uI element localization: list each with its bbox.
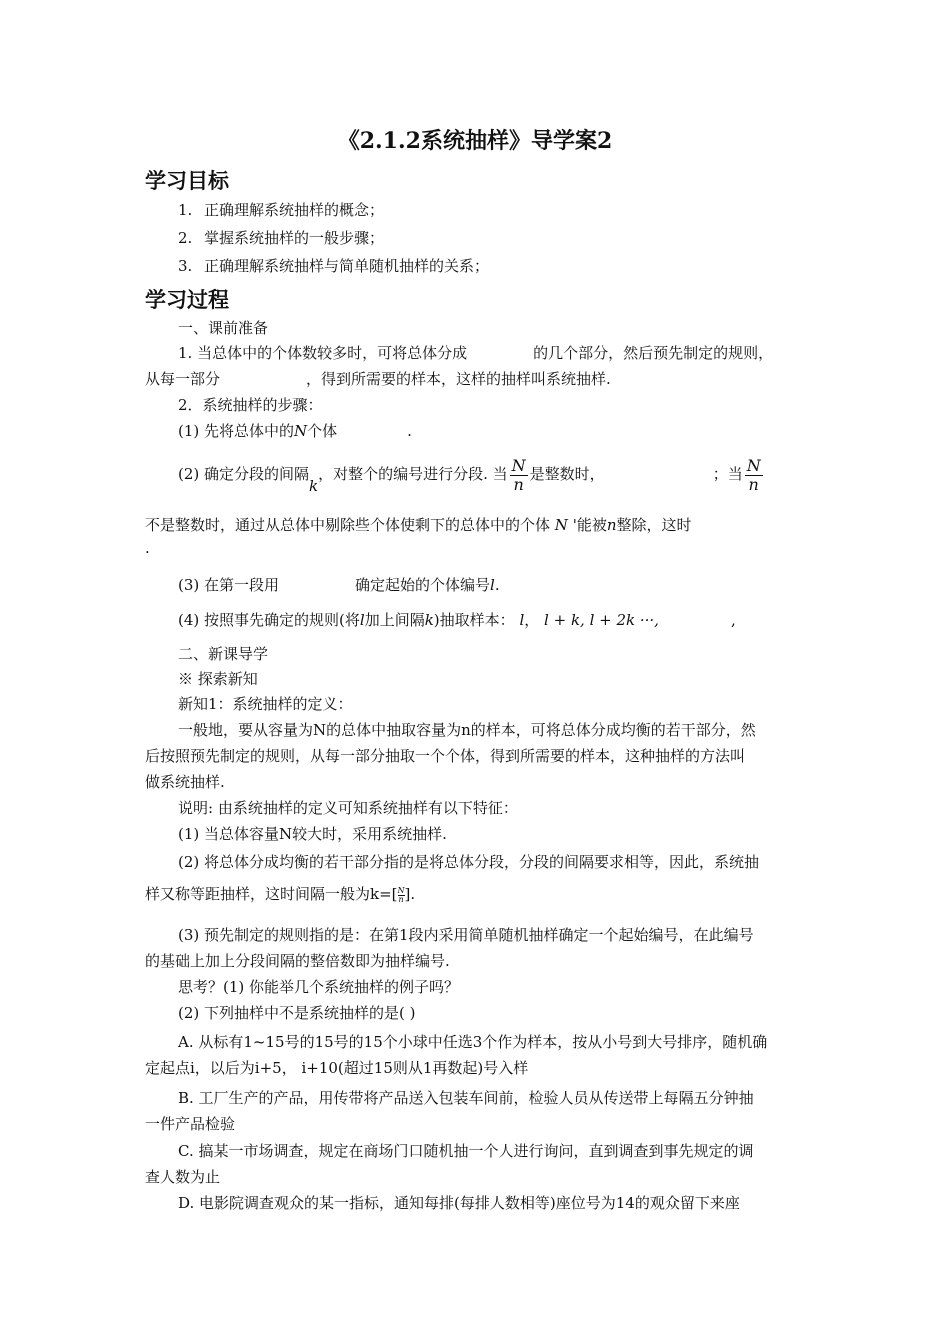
step-text: 确定起始的个体编号	[355, 576, 491, 594]
step-text: 能被	[576, 516, 607, 534]
option-a-line-1: A. 从标有1~15号的15号的15个小球中任选3个作为样本，按从小号到大号排序，随机确	[178, 1033, 768, 1051]
sample-sequence: l + k, l + 2k ···,	[544, 611, 659, 629]
variable-n: n	[606, 516, 617, 534]
variable-k: k	[309, 477, 319, 495]
step-3	[178, 575, 500, 595]
variable-n-prime: N '	[554, 516, 577, 534]
guide-heading: 二、新课导学	[178, 645, 269, 663]
step-2	[178, 455, 765, 494]
step-text: ；当	[712, 465, 743, 483]
goal-item-2	[178, 228, 384, 248]
goal-item-3	[178, 256, 489, 276]
step-text: )抽取样本：	[433, 611, 515, 629]
step-text: (4) 按照事先确定的规则(将	[178, 611, 360, 629]
feature-text: ].	[404, 885, 416, 903]
option-a-line-2: 定起点i，以后为i+5， i+10(超过15则从1再数起)号入样	[145, 1059, 529, 1077]
variable-l: l	[359, 611, 365, 629]
fraction-denominator: n	[513, 474, 524, 494]
option-b-line-2: 一件产品检验	[145, 1115, 236, 1133]
definition-line-3: 做系统抽样.	[145, 773, 225, 791]
step-text: .	[407, 422, 412, 440]
explore-heading: ※ 探索新知	[178, 670, 258, 688]
small-fraction	[398, 887, 405, 904]
process-heading: 学习过程	[145, 287, 229, 312]
step-1	[178, 421, 412, 441]
step-text: (2) 确定分段的间隔	[178, 465, 310, 483]
feature-3-line-1: (3) 预先制定的规则指的是：在第1段内采用简单随机抽样确定一个起始编号，在此编号	[178, 926, 754, 944]
step-text: 加上间隔	[364, 611, 425, 629]
goal-text: 正确理解系统抽样的概念；	[204, 201, 385, 219]
goal-number: 2.	[178, 229, 193, 247]
step-text: 不是整数时，通过从总体中剔除些个体使剩下的总体中的个体	[145, 516, 551, 534]
step-text: 个体	[307, 422, 338, 440]
option-c-line-1: C. 搞某一市场调查，规定在商场门口随机抽一个人进行询问，直到调查到事先规定的调	[178, 1142, 754, 1160]
prep-text: ，得到所需要的样本，这样的抽样叫系统抽样.	[306, 370, 611, 388]
definition-line-1: 一般地，要从容量为N的总体中抽取容量为n的样本，可将总体分成均衡的若干部分，然	[178, 721, 756, 739]
fraction-n-over-n	[745, 457, 763, 494]
fraction-denominator: n	[748, 474, 759, 494]
feature-1: (1) 当总体容量N较大时，采用系统抽样.	[178, 825, 447, 843]
prep-text: 从每一部分	[145, 370, 221, 388]
feature-2-line-2	[145, 884, 415, 904]
option-b-line-1: B. 工厂生产的产品，用传带将产品送入包装车间前，检验人员从传送带上每隔五分钟抽	[178, 1089, 754, 1107]
variable-l: l	[519, 611, 525, 629]
goal-item-1	[178, 200, 384, 220]
prep-text: 的几个部分，然后预先制定的规则，	[533, 344, 774, 362]
step-text: ，对整个的编号进行分段. 当	[318, 465, 508, 483]
prep-item-1-line-2	[145, 369, 611, 389]
step-text: ,	[730, 611, 736, 629]
feature-3-line-2: 的基础上加上分段间隔的整倍数即为抽样编号.	[145, 952, 450, 970]
step-text: 整除，这时	[616, 516, 692, 534]
goals-heading: 学习目标	[145, 168, 229, 193]
definition-title: 新知1：系统抽样的定义：	[178, 695, 353, 713]
step-text: ，	[524, 611, 540, 629]
think-question-1: 思考？(1) 你能举几个系统抽样的例子吗？	[178, 978, 460, 996]
goal-text: 正确理解系统抽样与简单随机抽样的关系；	[204, 257, 490, 275]
fraction-numerator: N	[397, 885, 405, 895]
prep-text: 1. 当总体中的个体数较多时，可将总体分成	[178, 344, 468, 362]
step-text: .	[494, 576, 500, 594]
think-question-2: (2) 下列抽样中不是系统抽样的是( )	[178, 1004, 416, 1022]
variable-n: N	[294, 422, 308, 440]
variable-l: l	[490, 576, 495, 594]
step-4	[178, 610, 736, 630]
step-2-end: .	[145, 539, 150, 557]
step-text: 是整数时，	[529, 465, 605, 483]
step-text: (1) 先将总体中的	[178, 422, 295, 440]
option-d-line-1: D. 电影院调查观众的某一指标，通知每排(每排人数相等)座位号为14的观众留下来座	[178, 1194, 740, 1212]
page-title: 《2.1.2系统抽样》导学案2	[337, 128, 613, 154]
fraction-denominator: n	[398, 894, 404, 904]
fraction-n-over-n	[510, 457, 528, 494]
fraction-numerator: N	[511, 455, 526, 475]
note-line: 说明: 由系统抽样的定义可知系统抽样有以下特征：	[178, 799, 518, 817]
step-text: (3) 在第一段用	[178, 576, 280, 594]
goal-number: 3.	[178, 257, 193, 275]
feature-2-line-1: (2) 将总体分成均衡的若干部分指的是将总体分段，分段的间隔要求相等，因此，系统抽	[178, 853, 760, 871]
definition-line-2: 后按照预先制定的规则，从每一部分抽取一个个体，得到所需要的样本，这种抽样的方法叫	[145, 747, 746, 765]
prep-heading: 一、课前准备	[178, 319, 269, 337]
prep-item-2: 2．系统抽样的步骤：	[178, 396, 323, 414]
feature-text: 样又称等距抽样，这时间隔一般为k=[	[145, 885, 398, 903]
step-2-continued	[145, 515, 692, 535]
fraction-numerator: N	[746, 455, 761, 475]
goal-text: 掌握系统抽样的一般步骤；	[204, 229, 385, 247]
variable-k: k	[424, 611, 434, 629]
option-c-line-2: 查人数为止	[145, 1168, 221, 1186]
goal-number: 1.	[178, 201, 193, 219]
prep-item-1-line-1	[178, 343, 773, 363]
